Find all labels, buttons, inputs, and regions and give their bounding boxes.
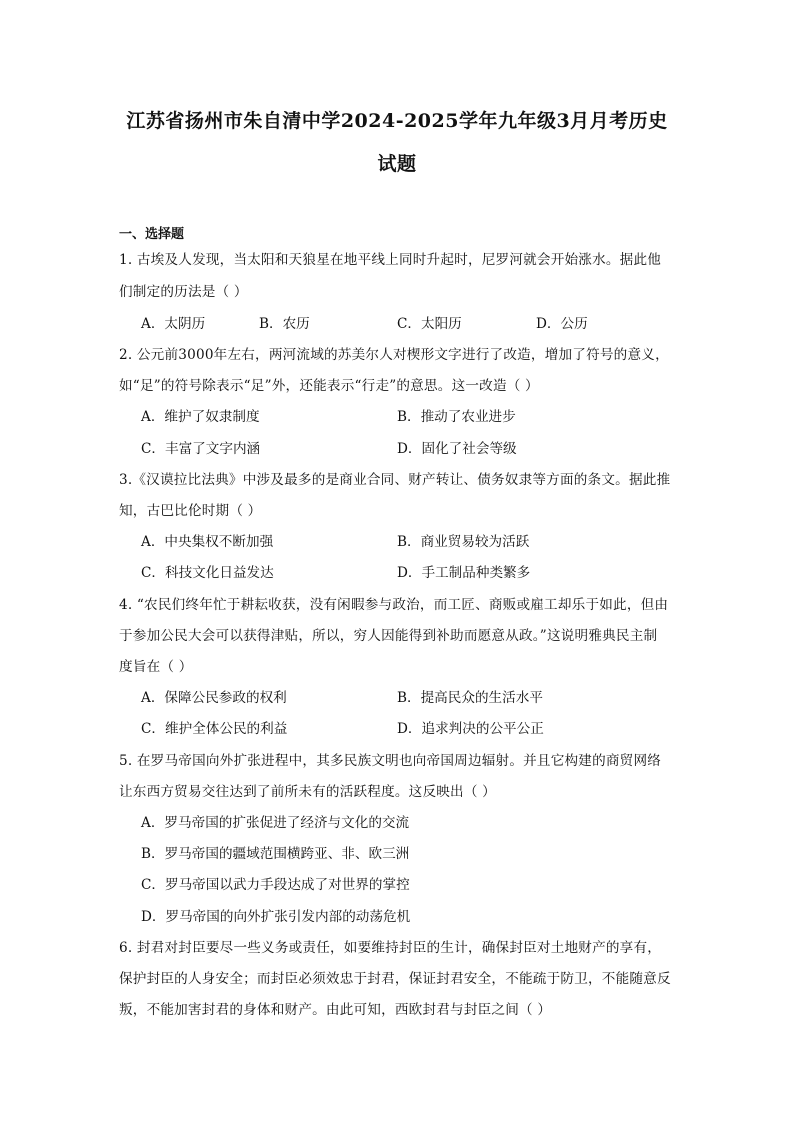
question-5-stem-cont: 让东西方贸易交往达到了前所未有的活跃程度。这反映出（ ） xyxy=(119,784,496,800)
question-2-option-b: B．推动了农业进步 xyxy=(397,409,516,425)
question-1-option-a: A．太阴历 xyxy=(141,316,206,332)
question-1-stem: 1. 古埃及人发现，当太阳和天狼星在地平线上同时升起时，尼罗河就会开始涨水。据此他 xyxy=(119,252,662,268)
question-1-option-c: C．太阳历 xyxy=(397,316,462,332)
question-3-option-c: C．科技文化日益发达 xyxy=(141,565,274,581)
question-1-option-b: B．农历 xyxy=(259,316,310,332)
question-1-option-d: D．公历 xyxy=(536,316,588,332)
question-5-option-b: B．罗马帝国的疆域范围横跨亚、非、欧三洲 xyxy=(141,846,410,862)
question-3-option-b: B．商业贸易较为活跃 xyxy=(397,534,530,550)
question-4-option-b: B．提高民众的生活水平 xyxy=(397,690,543,706)
question-4-stem: 4. “农民们终年忙于耕耘收获，没有闲暇参与政治，而工匠、商贩或雇工却乐于如此，但由 xyxy=(119,597,669,613)
question-4-stem-cont2: 度旨在（ ） xyxy=(119,659,193,675)
question-5-option-d: D．罗马帝国的向外扩张引发内部的动荡危机 xyxy=(141,909,411,925)
document-title-line2: 试题 xyxy=(377,153,417,175)
question-3-stem-cont: 知，古巴比伦时期（ ） xyxy=(119,503,262,519)
question-6-stem-cont2: 叛，不能加害封君的身体和财产。由此可知，西欧封君与封臣之间（ ） xyxy=(119,1002,552,1018)
question-2-option-d: D．固化了社会等级 xyxy=(397,441,517,457)
document-title: 江苏省扬州市朱自清中学2024-2025学年九年级3月月考历史 xyxy=(126,110,668,132)
question-3-option-d: D．手工制品种类繁多 xyxy=(397,565,531,581)
question-2-option-a: A．维护了奴隶制度 xyxy=(141,409,260,425)
question-3-option-a: A．中央集权不断加强 xyxy=(141,534,274,550)
question-3-stem: 3.《汉谟拉比法典》中涉及最多的是商业合同、财产转让、债务奴隶等方面的条文。据此推 xyxy=(119,472,671,488)
question-1-stem-cont: 们制定的历法是（ ） xyxy=(119,284,248,300)
question-4-option-a: A．保障公民参政的权利 xyxy=(141,690,287,706)
question-2-stem-cont: 如“足”的符号除表示“足”外，还能表示“行走”的意思。这一改造（ ） xyxy=(119,378,539,394)
question-5-stem: 5. 在罗马帝国向外扩张进程中，其多民族文明也向帝国周边辐射。并且它构建的商贸网络 xyxy=(119,753,662,769)
question-4-option-d: D．追求判决的公平公正 xyxy=(397,721,544,737)
question-5-option-a: A．罗马帝国的扩张促进了经济与文化的交流 xyxy=(141,815,410,831)
question-2-option-c: C．丰富了文字内涵 xyxy=(141,441,261,457)
question-4-option-c: C．维护全体公民的利益 xyxy=(141,721,288,737)
section-heading: 一、选择题 xyxy=(119,227,185,242)
question-4-stem-cont: 于参加公民大会可以获得津贴，所以，穷人因能得到补助而愿意从政。”这说明雅典民主制 xyxy=(119,628,658,644)
question-5-option-c: C．罗马帝国以武力手段达成了对世界的掌控 xyxy=(141,877,410,893)
question-2-stem: 2. 公元前3000年左右，两河流域的苏美尔人对楔形文字进行了改造，增加了符号的意义， xyxy=(119,347,669,363)
question-6-stem: 6. 封君对封臣要尽一些义务或责任，如要维持封臣的生计，确保封臣对土地财产的享有， xyxy=(119,940,662,956)
question-6-stem-cont: 保护封臣的人身安全；而封臣必须效忠于封君，保证封君安全，不能疏于防卫，不能随意反 xyxy=(119,971,671,987)
